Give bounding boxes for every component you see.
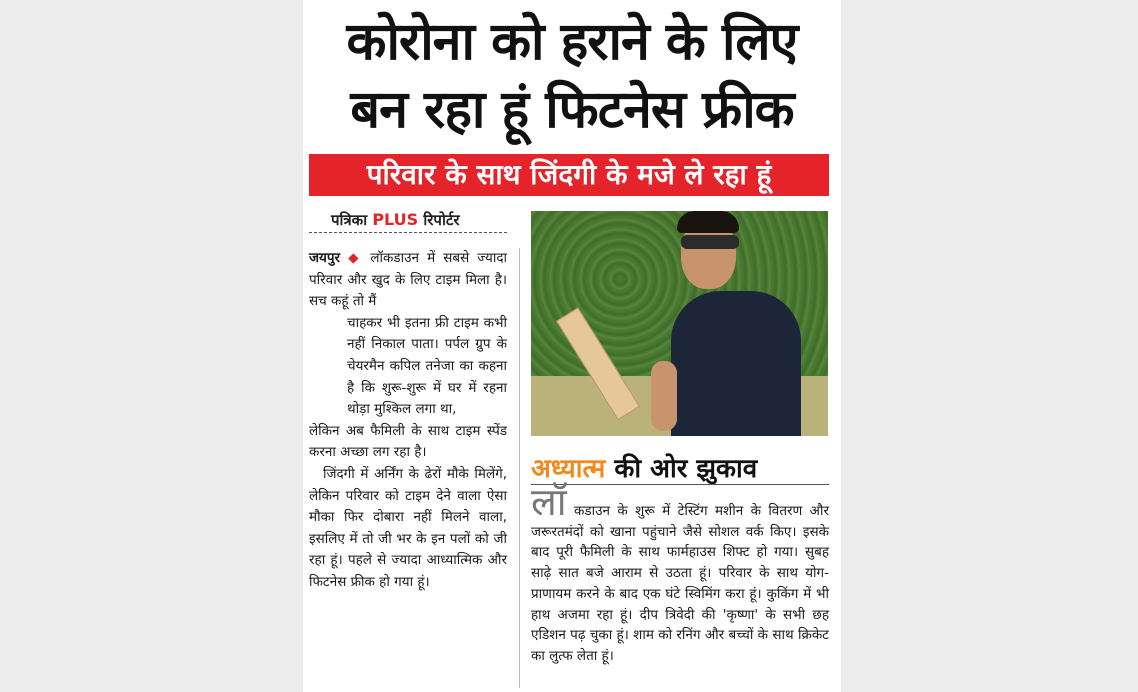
left-para-1-end bbox=[309, 421, 507, 464]
byline-suffix: रिपोर्टर bbox=[418, 211, 460, 229]
photo-man-with-cricket-bat bbox=[531, 211, 828, 436]
left-line-1: लॉकडाउन में सबसे ज्यादा परिवार और खुद के लिए टाइम मिला है। सच कहूं तो मैं bbox=[309, 250, 507, 310]
left-para-2: जिंदगी में अर्निंग के ढेरों मौके मिलेंगे, लेकिन परिवार को टाइम देने वाला ऐसा मौका फिर दोबारा नहीं मिलने वाला, इसलिए में तो जी भर के इन पलों को जी रहा हूं। पहले से ज्यादा आध्यात्मिक और फिटनेस फ्रीक हो गया हूं। bbox=[309, 465, 507, 590]
section-heading-rest: की ओर झुकाव bbox=[605, 454, 758, 484]
section-rule bbox=[531, 484, 829, 485]
byline-prefix: पत्रिका bbox=[331, 211, 373, 229]
headline-line-1: कोरोना को हराने के लिए bbox=[346, 12, 798, 72]
subheadline-text: परिवार के साथ जिंदगी के मजे ले रहा हूं bbox=[366, 158, 772, 191]
photo-person-arm bbox=[651, 361, 677, 431]
left-para-1 bbox=[309, 248, 507, 313]
left-line-2: चाहकर भी इतना फ्री टाइम कभी नहीं निकाल पाता। पर्पल ग्रुप के चेयरमैन कपिल तनेजा का कहना है कि शुरू-शुरू में घर में रहना थोड़ा मुश्किल लगा था, bbox=[347, 314, 507, 418]
left-line-3: लेकिन अब फैमिली के साथ टाइम स्पेंड करना अच्छा लग रहा है। bbox=[309, 422, 507, 461]
newspaper-clipping bbox=[303, 0, 841, 692]
column-divider bbox=[519, 248, 520, 688]
left-column bbox=[309, 248, 507, 594]
dateline: जयपुर bbox=[309, 250, 341, 266]
section-heading-highlight: अध्यात्म bbox=[531, 454, 606, 484]
photo-person-body bbox=[671, 291, 801, 436]
headline-line-2: बन रहा हूं फिटनेस फ्रीक bbox=[350, 80, 794, 140]
diamond-icon: ◆ bbox=[348, 250, 363, 266]
section-dropcap: लॉ bbox=[531, 480, 567, 524]
byline-plus: PLUS bbox=[372, 210, 419, 229]
byline bbox=[331, 210, 460, 230]
byline-divider bbox=[309, 232, 507, 233]
right-column bbox=[531, 480, 830, 667]
photo-person-hair bbox=[677, 211, 739, 233]
subheadline-bar bbox=[309, 154, 829, 196]
sunglasses-icon bbox=[681, 235, 739, 249]
section-body-para bbox=[531, 480, 830, 667]
left-para-1-wrap bbox=[347, 313, 507, 421]
section-body: कडाउन के शुरू में टेस्टिंग मशीन के वितरण और जरूरतमंदों को खाना पहुंचाने जैसे सोशल वर्क किए। इसके बाद पूरी फैमिली के साथ फार्महाउस शिफ्ट हो गया। सुबह साढ़े सात बजे आराम से उठता हूं। परिवार के साथ योग-प्राणायम करने के बाद एक घंटे स्विमिंग करा हूं। कुकिंग में भी हाथ अजमा रहा हूं। दीप त्रिवेदी की 'कृष्णा' के सभी छह एडिशन पढ़ चुका हूं। शाम को रनिंग और बच्चों के साथ क्रिकेट का लुत्फ लेता हूं। bbox=[531, 503, 830, 664]
